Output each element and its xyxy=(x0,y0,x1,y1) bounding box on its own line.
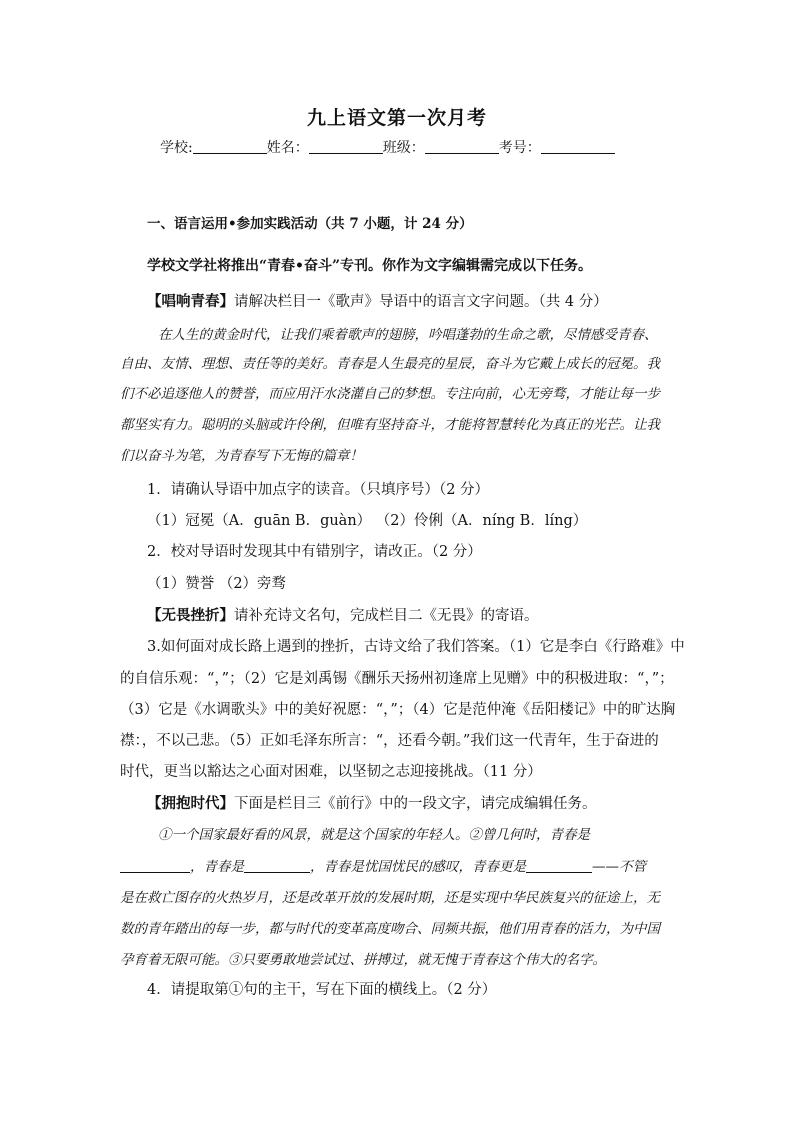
section-heading: 一、语言运用•参加实践活动（共 7 小题，计 24 分） xyxy=(147,216,473,232)
page-title: 九上语文第一次月考 xyxy=(306,107,487,129)
part2-label: 【无畏挫折】 xyxy=(147,607,234,624)
question-4: 4．请提取第①句的主干，写在下面的横线上。（2 分） xyxy=(147,982,497,998)
part1-instruction xyxy=(147,290,608,311)
part2-instruction xyxy=(147,604,539,625)
part3-instruction xyxy=(147,792,597,813)
class-label: 班级： xyxy=(382,140,425,156)
number-label: 考号： xyxy=(498,140,541,156)
passage-line: 们以奋斗为笔，为青春写下无悔的篇章！ xyxy=(120,448,363,464)
question-2-options: （1）赞誉 （2）旁骛 xyxy=(147,576,287,592)
passage-text: ——不管 xyxy=(592,859,646,875)
school-label: 学校: xyxy=(160,140,193,156)
answer-blank[interactable] xyxy=(120,857,190,873)
part3-label: 【拥抱时代】 xyxy=(147,795,234,812)
passage-line: 都坚实有力。聪明的头脑或许伶俐，但唯有坚持奋斗，才能将智慧转化为真正的光芒。让我 xyxy=(120,417,660,433)
question-1: 1．请确认导语中加点字的读音。（只填序号）（2 分） xyxy=(147,482,490,498)
passage-line: 是在救亡图存的火热岁月，还是改革开放的发展时期，还是实现中华民族复兴的征途上，无 xyxy=(120,890,660,906)
question-3-line: 襟：，不以己悲。（5）正如毛泽东所言：“，还看今朝。”我们这一代青年，生于奋进的 xyxy=(120,733,659,749)
school-field[interactable] xyxy=(193,139,267,154)
name-label: 姓名： xyxy=(266,140,309,156)
question-3-line: 时代，更当以豁达之心面对困难，以坚韧之志迎接挑战。（11 分） xyxy=(120,764,542,780)
passage-line-with-blanks xyxy=(120,855,646,875)
part3-text: 下面是栏目三《前行》中的一段文字，请完成编辑任务。 xyxy=(234,796,597,812)
question-3-line: （3）它是《水调歌头》中的美好祝愿：“，”；（4）它是范仲淹《岳阳楼记》中的旷达胸 xyxy=(120,702,676,718)
passage-line: 在人生的黄金时代，让我们乘着歌声的翅膀，吟唱蓬勃的生命之歌，尽情感受青春、 xyxy=(158,327,658,343)
part1-text: 请解决栏目一《歌声》导语中的语言文字问题。（共 4 分） xyxy=(234,294,608,310)
passage-line: 数的青年踏出的每一步，都与时代的变革高度吻合、同频共振，他们用青春的活力，为中国 xyxy=(120,921,660,937)
class-field[interactable] xyxy=(425,139,499,154)
name-field[interactable] xyxy=(309,139,383,154)
student-info-row xyxy=(160,137,615,157)
question-3-line: 的自信乐观：“，”；（2）它是刘禹锡《酬乐天扬州初逢席上见赠》中的积极进取：“，”； xyxy=(120,671,674,687)
answer-blank[interactable] xyxy=(244,857,310,873)
passage-line: 孕育着无限可能。③只要勇敢地尝试过、拼搏过，就无愧于青春这个伟大的名字。 xyxy=(120,952,606,968)
answer-blank[interactable] xyxy=(526,857,592,873)
passage-line: 自由、友情、理想、责任等的美好。青春是人生最亮的星辰，奋斗为它戴上成长的冠冕。我 xyxy=(120,356,660,372)
question-1-options: （1）冠冕（A．guān B．guàn） （2）伶俐（A．níng B．líng） xyxy=(147,513,588,529)
number-field[interactable] xyxy=(541,139,615,154)
question-2: 2．校对导语时发现其中有错别字，请改正。（2 分） xyxy=(147,544,482,560)
passage-line: 们不必追逐他人的赞誉，而应用汗水浇灌自己的梦想。专注向前，心无旁骛，才能让每一步 xyxy=(120,386,660,402)
question-3-line: 3.如何面对成长路上遇到的挫折，古诗文给了我们答案。（1）它是李白《行路难》中 xyxy=(147,639,685,655)
part2-text: 请补充诗文名句，完成栏目二《无畏》的寄语。 xyxy=(234,608,539,624)
part1-label: 【唱响青春】 xyxy=(147,293,234,310)
intro-text: 学校文学社将推出“青春•奋斗”专刊。你作为文字编辑需完成以下任务。 xyxy=(147,258,593,274)
passage-text: ，青春是 xyxy=(190,859,244,875)
passage-text: ，青春是忧国忧民的感叹，青春更是 xyxy=(310,859,526,875)
passage-line: ①一个国家最好看的风景，就是这个国家的年轻人。②曾几何时，青春是 xyxy=(158,827,590,843)
